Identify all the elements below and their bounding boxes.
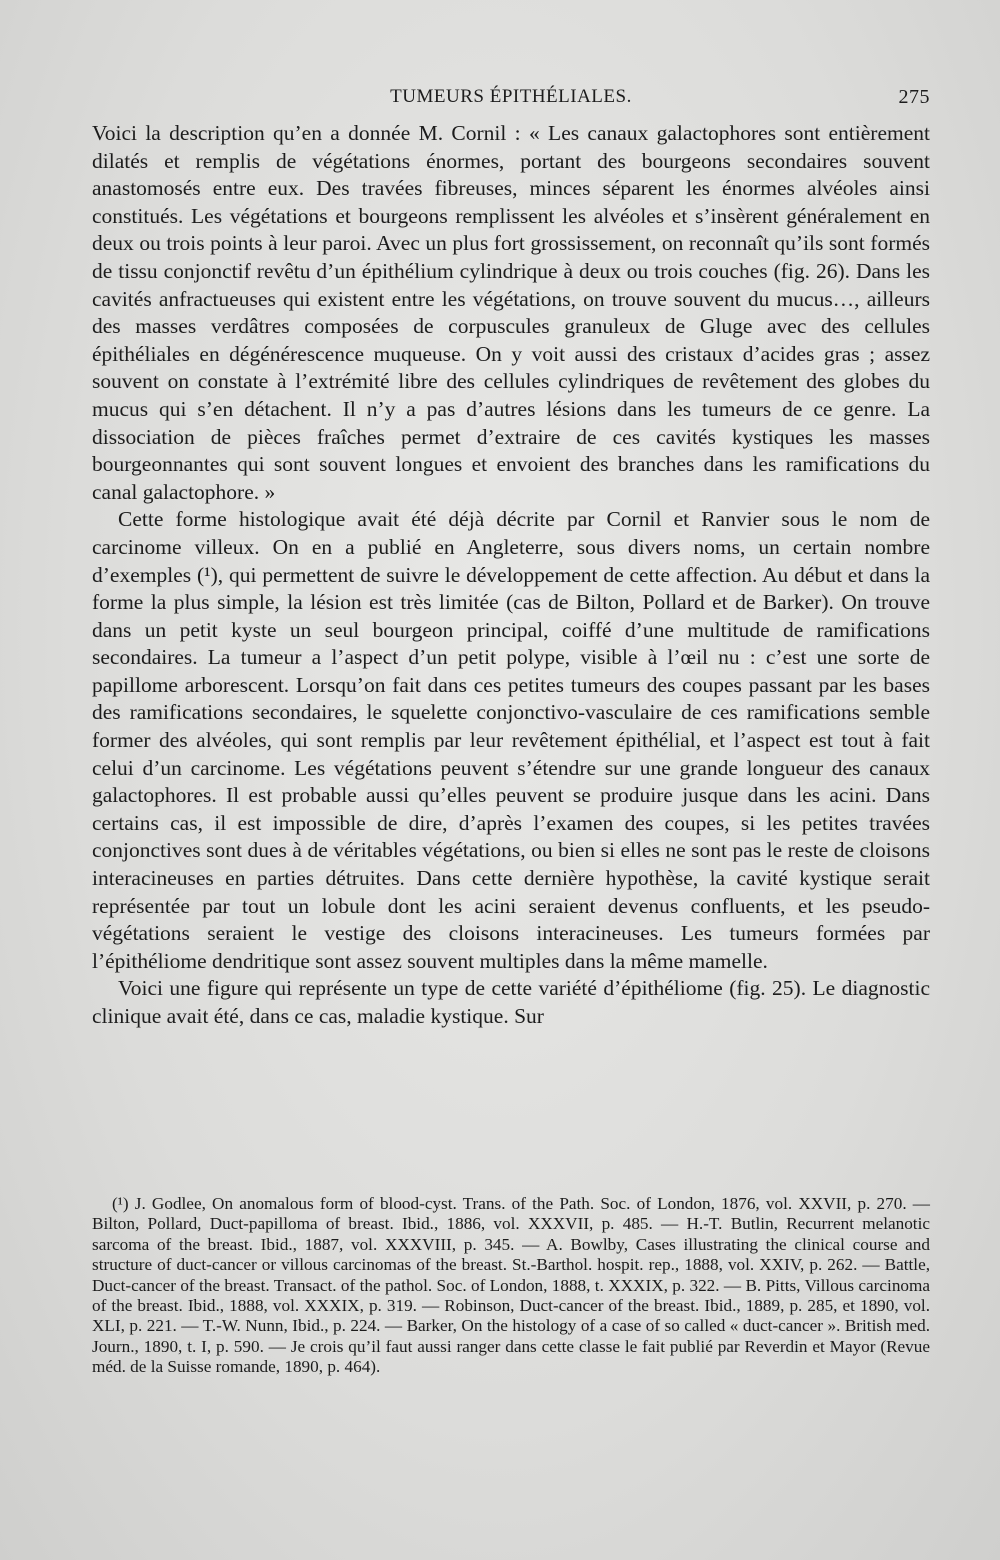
paragraph: Voici une figure qui représente un type de cette variété d’épithéliome (fig. 25). Le diagnostic clinique avait été, dans ce cas, maladie kystique. Sur <box>92 976 930 1028</box>
main-text <box>92 120 930 1031</box>
page-number: 275 <box>898 86 930 108</box>
footnotes <box>92 1194 930 1378</box>
paragraph: Voici la description qu’en a donnée M. Cornil : « Les canaux galactophores sont entièrement dilatés et remplis de végétations énormes, portant des bourgeons secondaires souvent anastomosés entre eux. Des travées fibreuses, minces séparent les énormes alvéoles ainsi constitués. Les végétations et bourgeons remplissent les alvéoles et s’insèrent généralement en deux ou trois points à leur paroi. Avec un plus fort grossissement, on reconnaît qu’ils sont formés de tissu conjonctif revêtu d’un épithélium cylindrique à deux ou trois couches (fig. 26). Dans les cavités anfractueuses qui existent entre les végétations, on trouve souvent du mucus…, ailleurs des masses verdâtres composées de corpuscules granuleux de Gluge avec des cellules épithéliales en dégénérescence muqueuse. On y voit aussi des cristaux d’acides gras ; assez souvent on constate à l’extrémité libre des cellules cylindriques de revêtement des globes du mucus qui s’en détachent. Il n’y a pas d’autres lésions dans les tumeurs de ce genre. La dissociation de pièces fraîches permet d’extraire de ces cavités kystiques les masses bourgeonnantes qui sont souvent longues et envoient des branches dans les ramifications du canal galactophore. » <box>92 121 930 504</box>
running-header <box>92 86 930 112</box>
footnote: (¹) J. Godlee, On anomalous form of blood-cyst. Trans. of the Path. Soc. of London, 1876, vol. XXVII, p. 270. — Bilton, Pollard, Duct-papilloma of breast. Ibid., 1886, vol. XXXVII, p. 485. — H.-T. Butlin, Recurrent melanotic sarcoma of the breast. Ibid., 1887, vol. XXXVIII, p. 345. — A. Bowlby, Cases illustrating the clinical course and structure of duct-cancer or villous carcinomas of the breast. St.-Barthol. hospit. rep., 1888, vol. XXIV, p. 262. — Battle, Duct-cancer of the breast. Transact. of the pathol. Soc. of London, 1888, t. XXXIX, p. 322. — B. Pitts, Villous carcinoma of the breast. Ibid., 1888, vol. XXXIX, p. 319. — Robinson, Duct-cancer of the breast. Ibid., 1889, p. 285, et 1890, vol. XLI, p. 221. — T.-W. Nunn, Ibid., p. 224. — Barker, On the histology of a case of so called « duct-cancer ». British med. Journ., 1890, t. I, p. 590. — Je crois qu’il faut aussi ranger dans cette classe le fait publié par Reverdin et Mayor (Revue méd. de la Suisse romande, 1890, p. 464). <box>92 1194 930 1377</box>
paragraph: Cette forme histologique avait été déjà décrite par Cornil et Ranvier sous le nom de carcinome villeux. On en a publié en Angleterre, sous divers noms, un certain nombre d’exemples (¹), qui permettent de suivre le développement de cette affection. Au début et dans la forme la plus simple, la lésion est très limitée (cas de Bilton, Pollard et de Barker). On trouve dans un petit kyste un seul bourgeon principal, coiffé d’une multitude de ramifications secondaires. La tumeur a l’aspect d’un petit polype, visible à l’œil nu : c’est une sorte de papillome arborescent. Lorsqu’on fait dans ces petites tumeurs des coupes passant par les bases des ramifications secondaires, le squelette conjonctivo-vasculaire de ces ramifications semble former des alvéoles, qui sont remplis par leur revêtement épithélial, et l’aspect est tout à fait celui d’un carcinome. Les végétations peuvent s’étendre sur une grande longueur des canaux galactophores. Il est probable aussi qu’elles peuvent se produire jusque dans les acini. Dans certains cas, il est impossible de dire, d’après l’examen des coupes, si les petites travées conjonctives sont dues à de véritables végétations, ou bien si elles ne sont pas le reste de cloisons interacineuses en parties détruites. Dans cette dernière hypothèse, la cavité kystique serait représentée par tout un lobule dont les acini seraient devenus confluents, et les pseudo-végétations seraient le vestige des cloisons interacineuses. Les tumeurs formées par l’épithéliome dendritique sont assez souvent multiples dans la même mamelle. <box>92 507 930 973</box>
running-title: TUMEURS ÉPITHÉLIALES. <box>390 86 632 107</box>
